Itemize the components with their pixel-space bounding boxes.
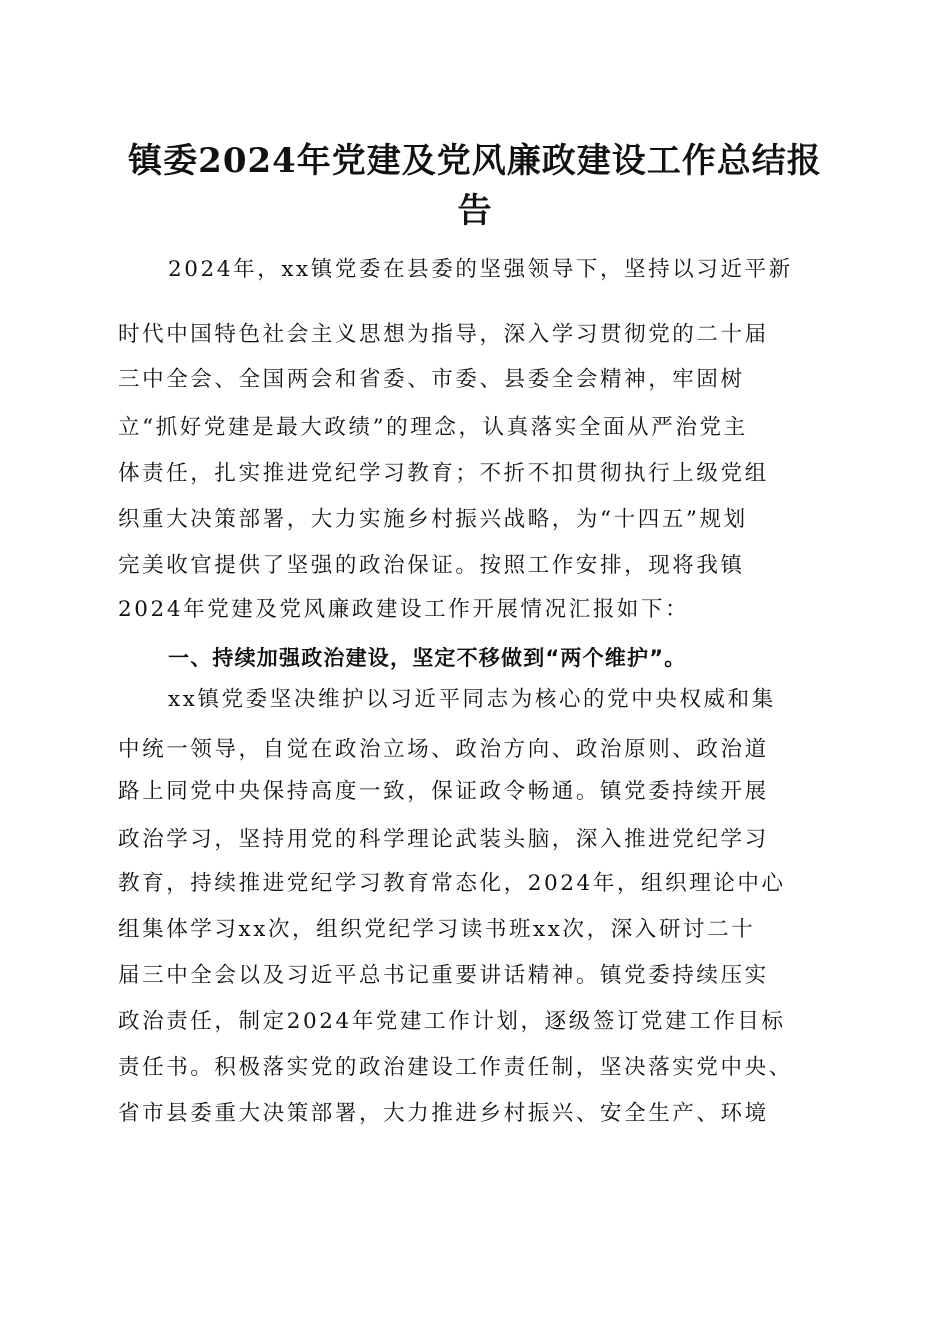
paragraph-2-line: 教育，持续推进党纪学习教育常态化，2024年，组织理论中心 <box>118 871 786 896</box>
paragraph-2-line: 省市县委重大决策部署，大力推进乡村振兴、安全生产、环境 <box>118 1101 769 1126</box>
paragraph-1-line: 2024年，xx镇党委在县委的坚强领导下，坚持以习近平新 <box>168 257 793 282</box>
paragraph-1-line: 时代中国特色社会主义思想为指导，深入学习贯彻党的二十届 <box>118 322 769 347</box>
paragraph-1-line: 体责任，扎实推进党纪学习教育；不折不扣贯彻执行上级党组 <box>118 461 769 486</box>
paragraph-2-line: xx镇党委坚决维护以习近平同志为核心的党中央权威和集 <box>168 687 776 712</box>
paragraph-2-line: 中统一领导，自觉在政治立场、政治方向、政治原则、政治道 <box>118 737 769 762</box>
paragraph-2-line: 政治责任，制定2024年党建工作计划，逐级签订党建工作目标 <box>118 1009 786 1034</box>
paragraph-1-line: 2024年党建及党风廉政建设工作开展情况汇报如下： <box>118 597 690 622</box>
paragraph-2-line: 政治学习，坚持用党的科学理论武装头脑，深入推进党纪学习 <box>118 827 769 852</box>
paragraph-2-line: 责任书。积极落实党的政治建设工作责任制，坚决落实党中央、 <box>118 1055 793 1080</box>
paragraph-1-line: 立“抓好党建是最大政绩”的理念，认真落实全面从严治党主 <box>118 415 748 440</box>
document-title: 镇委2024年党建及党风廉政建设工作总结报告 <box>128 141 822 231</box>
paragraph-1-line: 三中全会、全国两会和省委、市委、县委全会精神，牢固树 <box>118 367 745 392</box>
paragraph-2-line: 路上同党中央保持高度一致，保证政令畅通。镇党委持续开展 <box>118 779 769 804</box>
paragraph-1-line: 完美收官提供了坚强的政治保证。按照工作安排，现将我镇 <box>118 553 745 578</box>
section-heading: 一、持续加强政治建设，坚定不移做到“两个维护”。 <box>168 646 687 670</box>
paragraph-1-line: 织重大决策部署，大力实施乡村振兴战略，为“十四五”规划 <box>118 507 748 532</box>
paragraph-2-line: 组集体学习xx次，组织党纪学习读书班xx次，深入研讨二十 <box>118 917 756 942</box>
paragraph-2-line: 届三中全会以及习近平总书记重要讲话精神。镇党委持续压实 <box>118 963 769 988</box>
